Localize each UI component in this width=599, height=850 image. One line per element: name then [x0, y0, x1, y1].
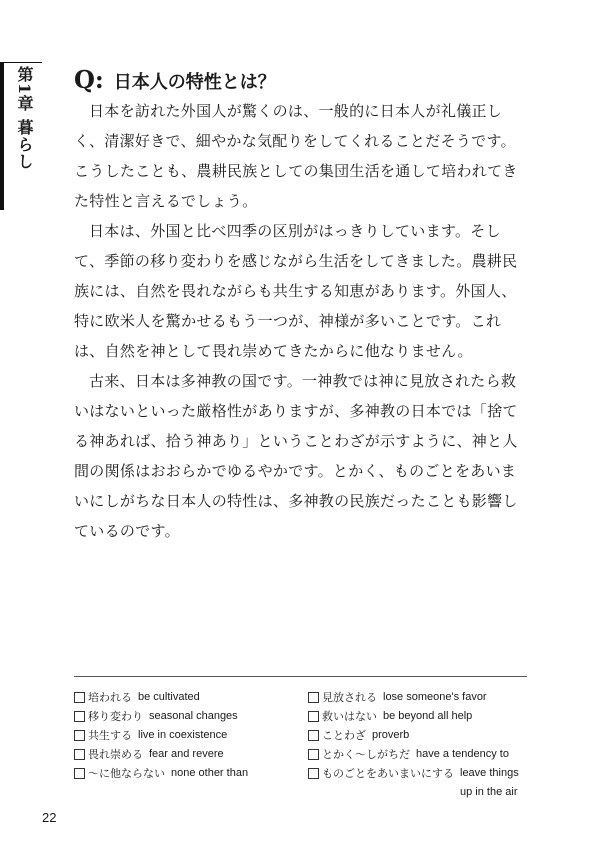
vocab-term: 救いはない [322, 710, 377, 723]
vocab-item [74, 688, 304, 707]
vocab-translation: proverb [372, 729, 410, 741]
checkbox-icon [308, 730, 319, 741]
vocab-divider [74, 676, 527, 677]
page-number: 22 [42, 810, 57, 825]
checkbox-icon [308, 692, 319, 703]
vocab-item [74, 707, 304, 726]
vocab-item [308, 707, 533, 726]
vocab-translation: seasonal changes [149, 710, 238, 722]
checkbox-icon [74, 730, 85, 741]
vocab-item [74, 745, 304, 764]
vocab-item [74, 726, 304, 745]
vocab-item [308, 688, 533, 707]
vocab-item [308, 764, 533, 802]
checkbox-icon [74, 768, 85, 779]
checkbox-icon [74, 749, 85, 760]
vocab-translation: fear and revere [149, 748, 224, 760]
vocab-list-left [74, 688, 304, 783]
chapter-tab [0, 62, 42, 210]
vocab-term: ものごとをあいまいにする [322, 767, 454, 780]
vocab-item [308, 726, 533, 745]
body-text [74, 96, 528, 546]
question-heading [74, 62, 276, 92]
checkbox-icon [74, 711, 85, 722]
question-title: 日本人の特性とは？ [113, 72, 276, 93]
vocab-translation: have a tendency to [416, 748, 509, 760]
vocab-term: とかく〜しがちだ [322, 748, 410, 761]
vocab-translation: be beyond all help [383, 710, 473, 722]
vocab-term: 移り変わり [88, 710, 143, 723]
paragraph-3: 古来、日本は多神教の国です。一神教では神に見放されたら救いはないといった厳格性がありますが、多神教の日本では「捨てる神あれば、拾う神あり」ということわざが示すように、神と人間の関係はおおらかでゆるやかです。とかく、ものごとをあいまいにしがちな日本人の特性は、多神教の民族だったことも影響しているのです。 [74, 372, 518, 540]
question-mark: Q: [74, 65, 104, 94]
paragraph-1: 日本を訪れた外国人が驚くのは、一般的に日本人が礼儀正しく、清潔好きで、細やかな気配りをしてくれることだそうです。こうしたことも、農耕民族としての集団生活を通して培われてきた特性と言えるでしょう。 [74, 102, 518, 210]
vocab-translation: live in coexistence [138, 729, 228, 741]
vocab-term: 共生する [88, 729, 132, 742]
paragraph-2: 日本は、外国と比べ四季の区別がはっきりしています。そして、季節の移り変わりを感じながら生活をしてきました。農耕民族には、自然を畏れながらも共生する知恵があります。外国人、特に欧米人を驚かせるもう一つが、神様が多いことです。これは、自然を神として畏れ崇めてきたからに他なりません。 [74, 222, 518, 360]
vocab-term: 〜に他ならない [88, 767, 165, 780]
vocab-item [74, 764, 304, 783]
vocab-term: ことわざ [322, 729, 366, 742]
vocab-term: 見放される [322, 691, 377, 704]
vocab-translation: none other than [171, 767, 249, 779]
vocab-translation: be cultivated [138, 691, 200, 703]
vocab-term: 畏れ崇める [88, 748, 143, 761]
checkbox-icon [308, 711, 319, 722]
checkbox-icon [308, 749, 319, 760]
checkbox-icon [74, 692, 85, 703]
chapter-tab-label: 第1章 暮らし [15, 66, 34, 170]
checkbox-icon [308, 768, 319, 779]
vocab-translation: lose someone's favor [383, 691, 487, 703]
vocab-item [308, 745, 533, 764]
vocab-list-right [308, 688, 533, 802]
vocab-translation: leave things up in the air [460, 767, 519, 798]
vocab-term: 培われる [88, 691, 132, 704]
